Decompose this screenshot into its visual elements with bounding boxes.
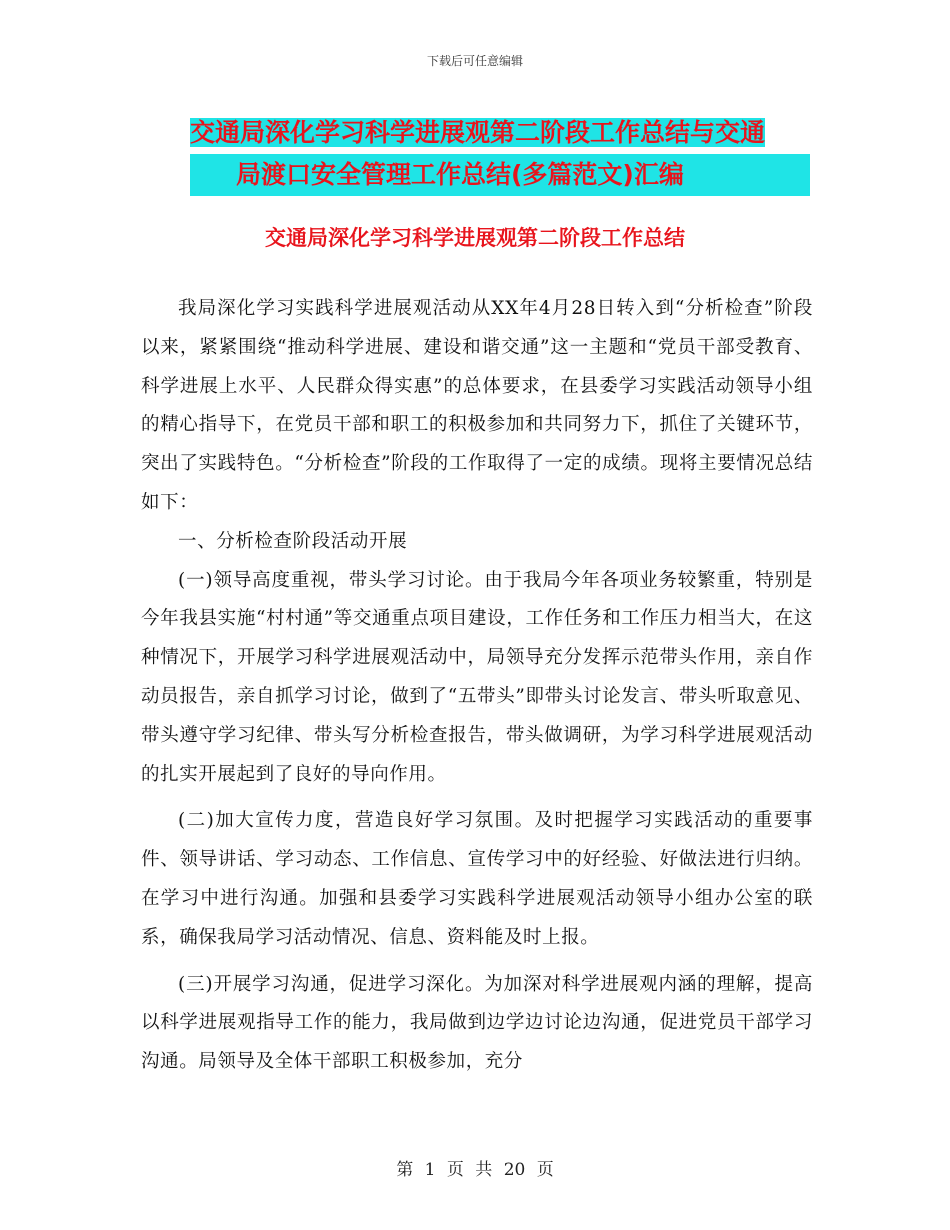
section-title: 交通局深化学习科学进展观第二阶段工作总结 <box>265 226 685 250</box>
paragraph-item-1: (一)领导高度重视，带头学习讨论。由于我局今年各项业务较繁重，特别是今年我县实施“村村通”等交通重点项目建设，工作任务和工作压力相当大，在这种情况下，开展学习科学进展观活动中，局领导充分发挥示范带头作用，亲自作动员报告，亲自抓学习讨论，做到了“五带头”即带头讨论发言、带头听取意见、带头遵守学习纪律、带头写分析检查报告，带头做调研，为学习科学进展观活动的扎实开展起到了良好的导向作用。 <box>141 569 813 785</box>
title-line-1: 交通局深化学习科学进展观第二阶段工作总结与交通 <box>190 118 766 147</box>
header-note: 下载后可任意编辑 <box>426 54 523 68</box>
paragraph-item-3: (三)开展学习沟通，促进学习深化。为加深对科学进展观内涵的理解，提高以科学进展观指导工作的能力，我局做到边学边讨论边沟通，促进党员干部学习沟通。局领导及全体干部职工积极参加，充分 <box>141 973 813 1073</box>
body-text <box>141 290 813 1082</box>
page-number: 第 1 页 共 20 页 <box>396 1160 554 1180</box>
paragraph-heading-1: 一、分析检查阶段活动开展 <box>178 530 408 552</box>
title-line-2-text: 局渡口安全管理工作总结(多篇范文)汇编 <box>236 160 684 189</box>
document-title <box>190 112 810 196</box>
paragraph-intro: 我局深化学习实践科学进展观活动从XX年4月28日转入到“分析检查”阶段以来，紧紧围绕“推动科学进展、建设和谐交通”这一主题和“党员干部受教育、科学进展上水平、人民群众得实惠”的总体要求，在县委学习实践活动领导小组的精心指导下，在党员干部和职工的积极参加和共同努力下，抓住了关键环节，突出了实践特色。“分析检查”阶段的工作取得了一定的成绩。现将主要情况总结如下： <box>141 298 813 513</box>
title-line-2 <box>190 154 810 196</box>
paragraph-item-2: (二)加大宣传力度，营造良好学习氛围。及时把握学习实践活动的重要事件、领导讲话、学习动态、工作信息、宣传学习中的好经验、好做法进行归纳。在学习中进行沟通。加强和县委学习实践科学进展观活动领导小组办公室的联系，确保我局学习活动情况、信息、资料能及时上报。 <box>141 810 813 948</box>
